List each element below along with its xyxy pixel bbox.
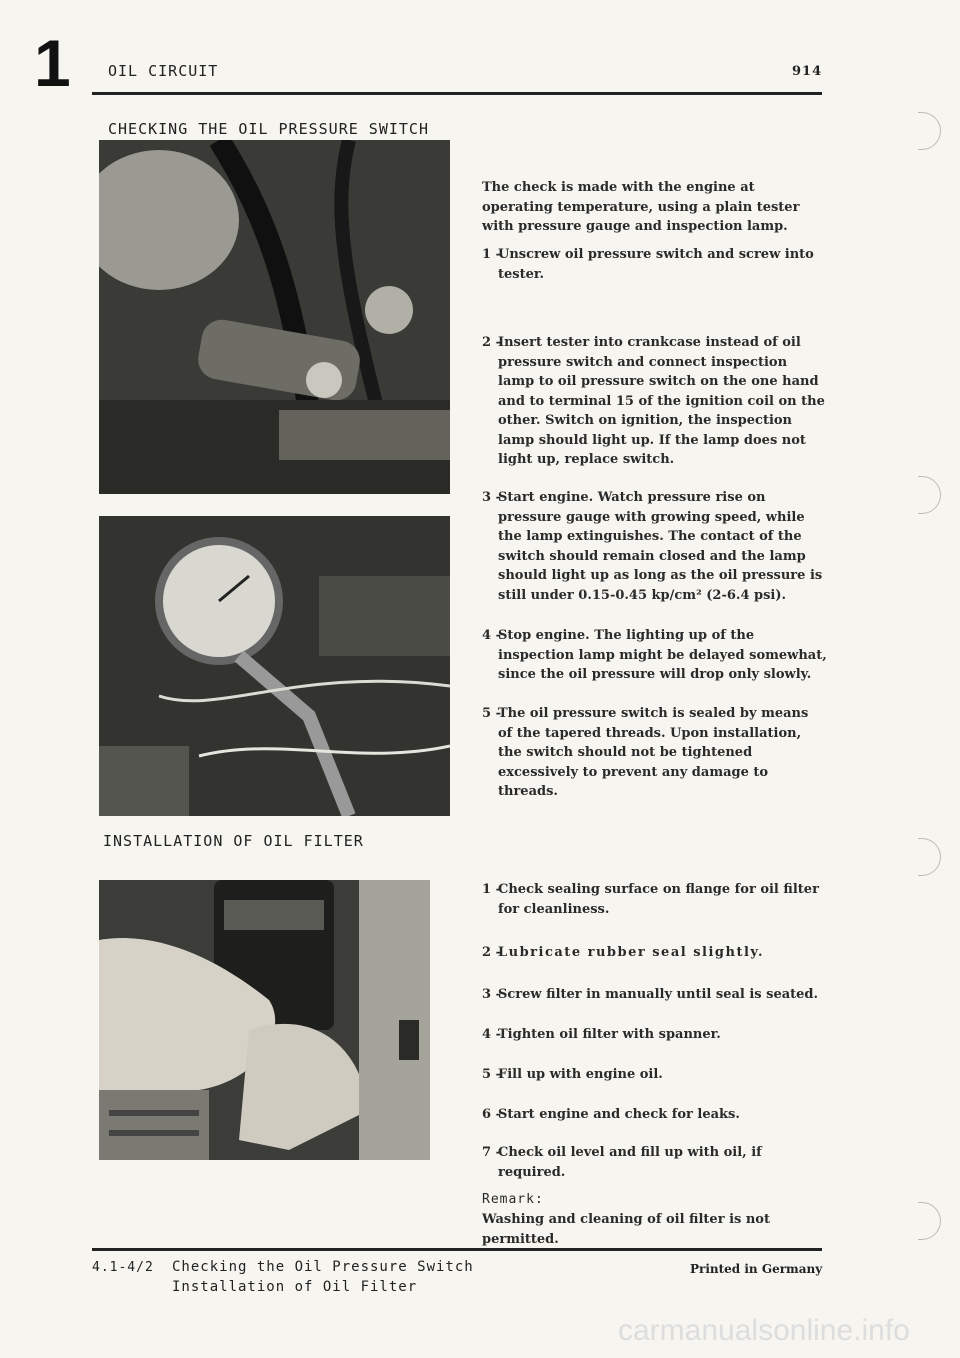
chapter-title: OIL CIRCUIT xyxy=(108,62,219,80)
margin-arc xyxy=(918,1202,941,1240)
footer-code: 4.1-4/2 xyxy=(92,1260,154,1275)
header-rule xyxy=(92,92,822,95)
section2-step-1: 1 - Check sealing surface on flange for oil filter for cleanliness. xyxy=(482,882,819,917)
section1-step-4: 4 - Stop engine. The lighting up of the inspection lamp might be delayed somewhat, since the oil pressure will drop only slowly. xyxy=(482,628,827,682)
photo-pressure-gauge-tester xyxy=(99,516,450,816)
section2-step-3: 3 - Screw filter in manually until seal is seated. xyxy=(482,987,819,1002)
photo-oil-filter-installation xyxy=(99,880,430,1160)
section-number: 1 xyxy=(34,26,71,100)
section2-step-4: 4 - Tighten oil filter with spanner. xyxy=(482,1027,721,1042)
section1-step-5: 5 - The oil pressure switch is sealed by means of the tapered threads. Upon installation, the switch should not be tightened excessively to prevent any damage to threads. xyxy=(482,706,809,799)
margin-arc xyxy=(918,112,941,150)
photo-oil-pressure-switch xyxy=(99,140,450,494)
footer-line-2: Installation of Oil Filter xyxy=(172,1279,418,1295)
section1-step-3: 3 - Start engine. Watch pressure rise on pressure gauge with growing speed, while the lamp extinguishes. The contact of the switch should remain closed and the lamp should light up as long as the oil pressure is still under 0.15-0.45 kp/cm² (2-6.4 psi). xyxy=(482,490,823,603)
section2-title: INSTALLATION OF OIL FILTER xyxy=(103,832,364,850)
section1-title: CHECKING THE OIL PRESSURE SWITCH xyxy=(108,120,429,138)
footer-line-1: Checking the Oil Pressure Switch xyxy=(172,1259,474,1275)
margin-arc xyxy=(918,476,941,514)
section2-step-5: 5 - Fill up with engine oil. xyxy=(482,1067,663,1082)
remark-text: Washing and cleaning of oil filter is not permitted. xyxy=(482,1212,770,1247)
remark-label: Remark: xyxy=(482,1192,544,1207)
model-number: 914 xyxy=(792,64,823,79)
section1-step-2: 2 - Insert tester into crankcase instead of oil pressure switch and connect inspection lamp to oil pressure switch on the one hand and to terminal 15 of the ignition coil on the other. Switch on ignition, the inspection lamp should light up. If the lamp does not light up, replace switch. xyxy=(482,335,825,467)
section1-step-1: 1 - Unscrew oil pressure switch and screw into tester. xyxy=(482,247,814,282)
section2-step-7: 7 - Check oil level and fill up with oil, if required. xyxy=(482,1145,762,1180)
watermark: carmanualsonline.info xyxy=(618,1314,910,1347)
printed-in-germany: Printed in Germany xyxy=(690,1262,823,1276)
footer-rule xyxy=(92,1248,822,1251)
section2-step-2: 2 - Lubricate rubber seal slightly. xyxy=(482,945,764,960)
section1-intro: The check is made with the engine at operating temperature, using a plain tester with pressure gauge and inspection lamp. xyxy=(482,180,800,234)
margin-arc xyxy=(918,838,941,876)
section2-step-6: 6 - Start engine and check for leaks. xyxy=(482,1107,740,1122)
